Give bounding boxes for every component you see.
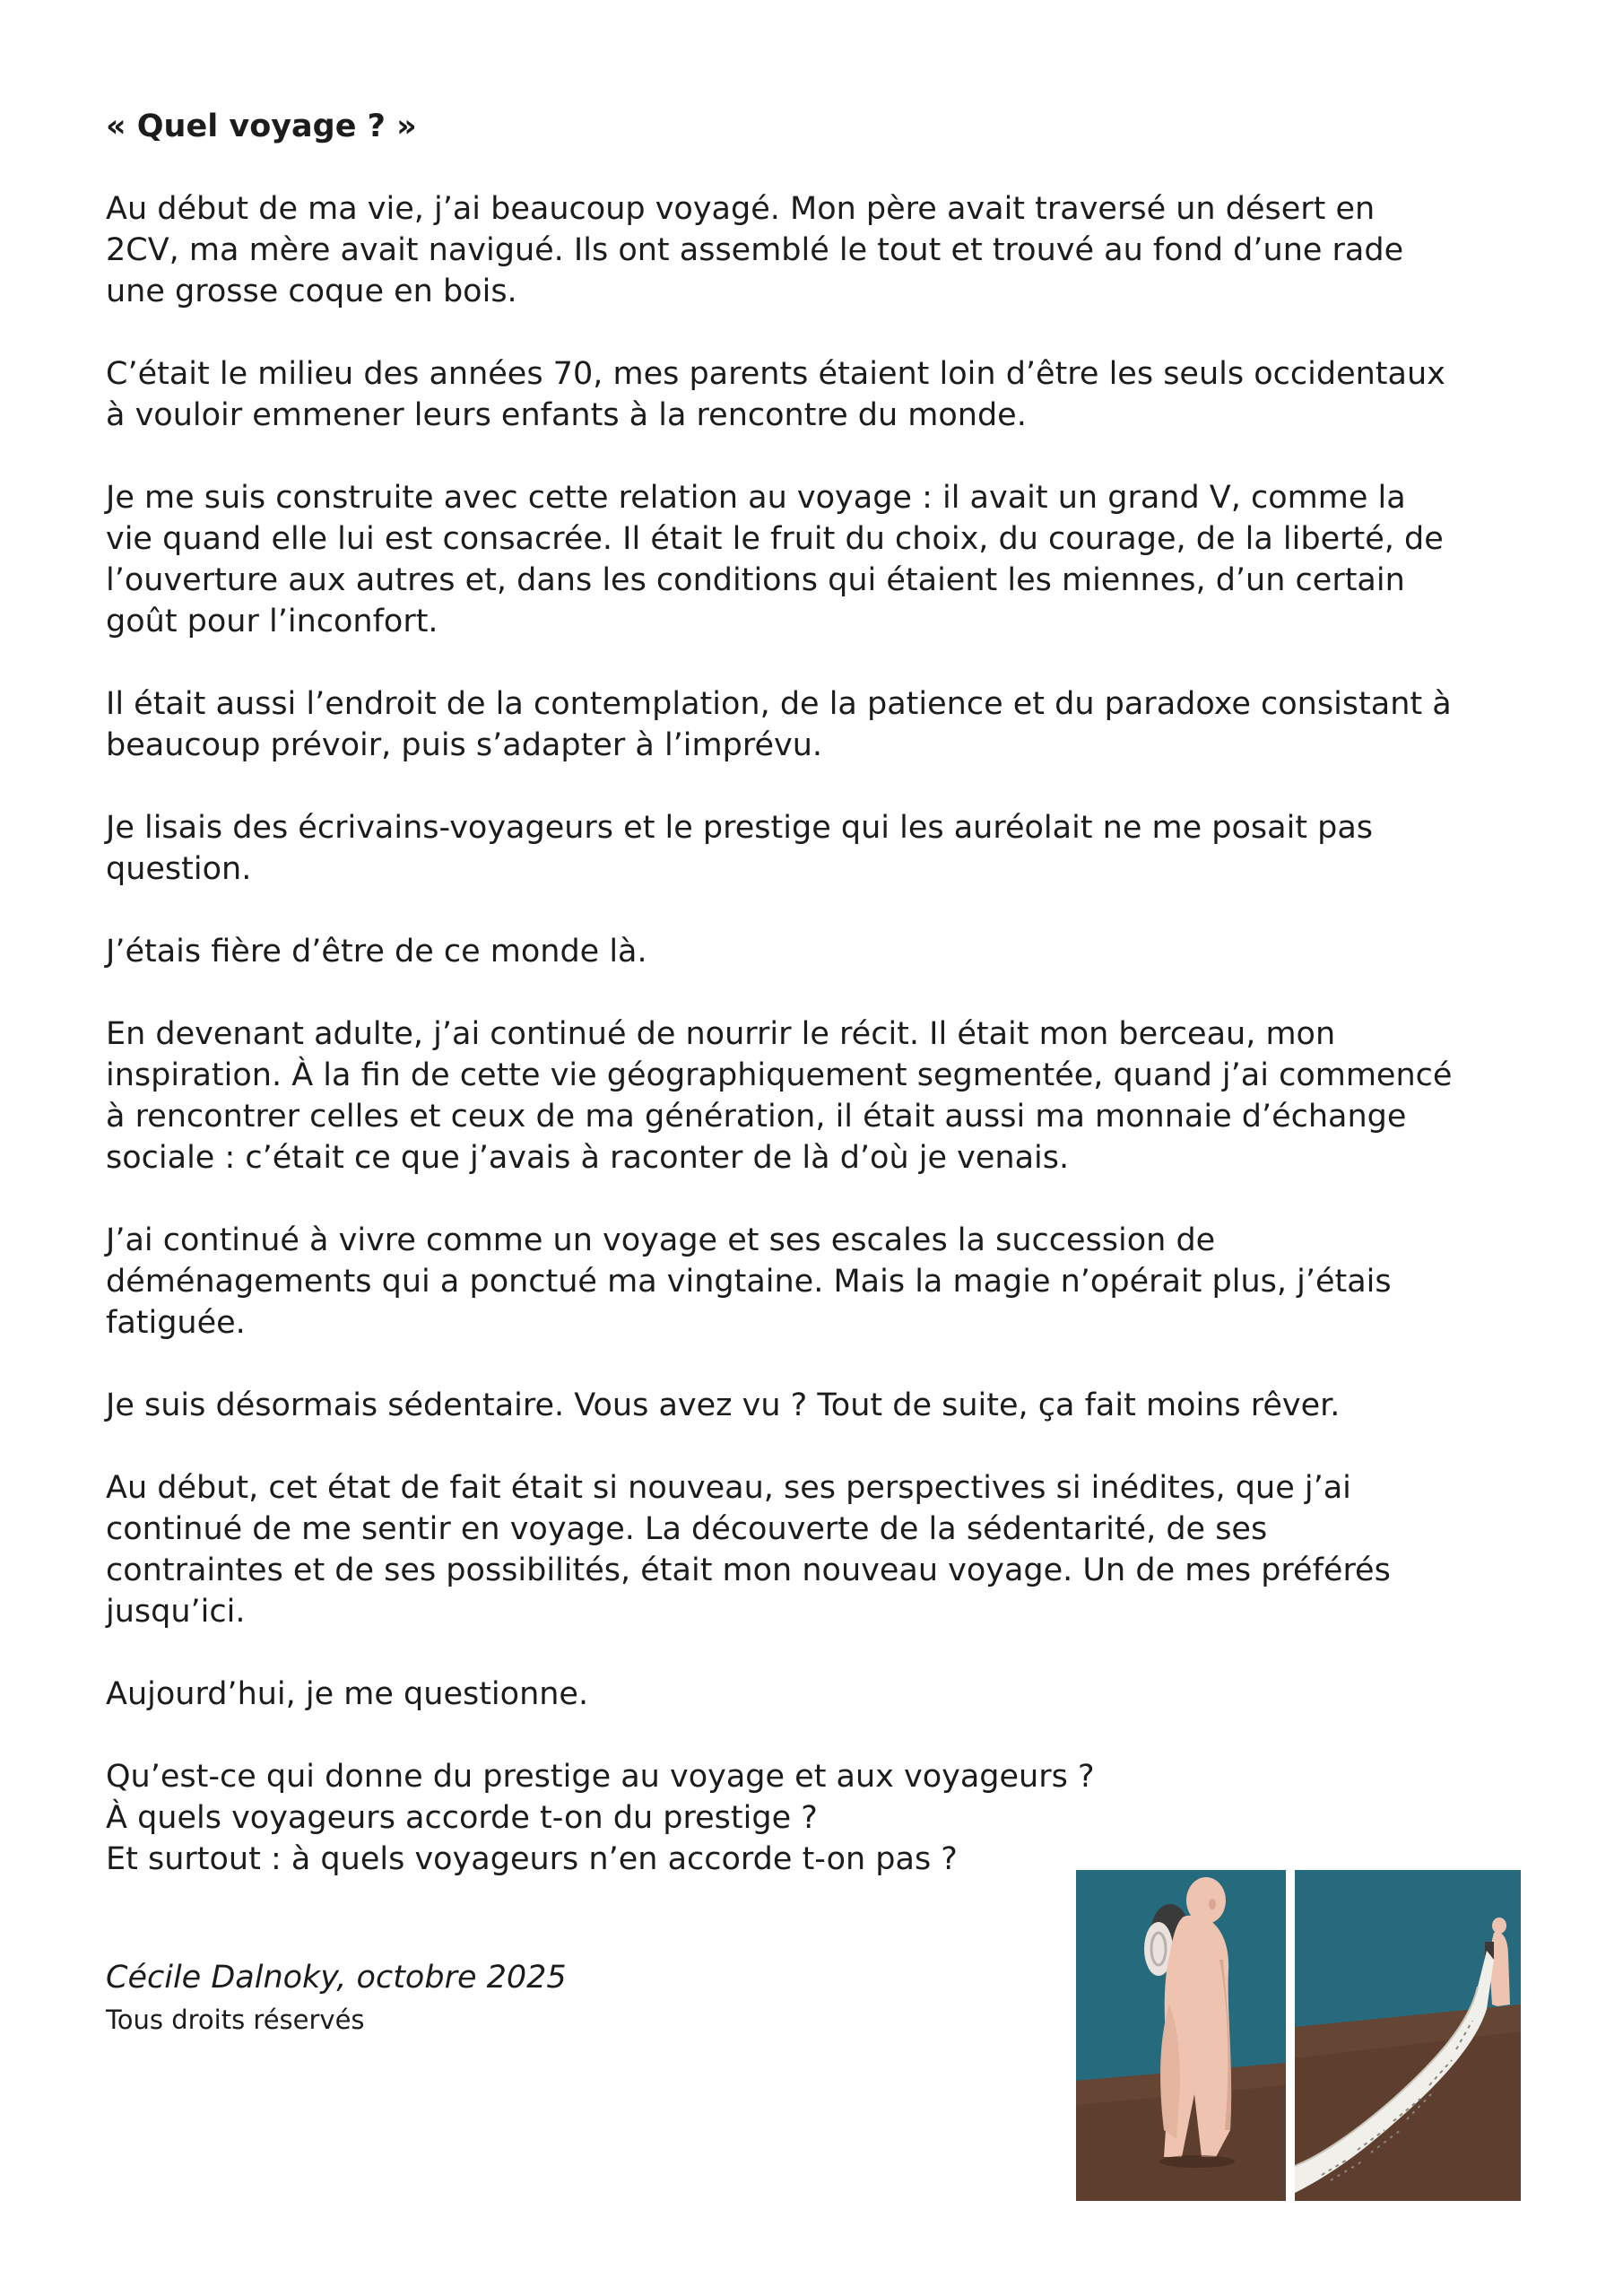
paragraph-8: J’ai continué à vivre comme un voyage et ses escales la succession de déménagements qui a ponctué ma vingtaine. Mais la magie n’opérait plus, j’étais fatiguée. <box>106 1222 1392 1341</box>
figurine-photo <box>1076 1870 1286 2201</box>
document-body <box>106 106 1541 1880</box>
photo-pair <box>1076 1870 1521 2201</box>
paragraph-5: Je lisais des écrivains-voyageurs et le prestige qui les auréolait ne me posait pas question. <box>106 810 1374 887</box>
paper-roll-photo <box>1295 1870 1521 2201</box>
paragraph-7: En devenant adulte, j’ai continué de nourrir le récit. Il était mon berceau, mon inspiration. À la fin de cette vie géographiquement segmentée, quand j’ai commencé à rencontrer celles et ceux de ma génération, il était aussi ma monnaie d’échange sociale : c’était ce que j’avais à raconter de là d’où je venais. <box>106 1016 1453 1176</box>
paragraph-9: Je suis désormais sédentaire. Vous avez vu ? Tout de suite, ça fait moins rêver. <box>106 1387 1341 1423</box>
paragraph-4: Il était aussi l’endroit de la contemplation, de la patience et du paradoxe consistant à beaucoup prévoir, puis s’adapter à l’imprévu. <box>106 686 1452 763</box>
paragraph-6: J’étais fière d’être de ce monde là. <box>106 934 647 970</box>
paragraph-3: Je me suis construite avec cette relation au voyage : il avait un grand V, comme la vie quand elle lui est consacrée. Il était le fruit du choix, du courage, de la liberté, de l’ouverture aux autres et, dans les conditions qui étaient les miennes, d’un certain goût pour l’inconfort. <box>106 480 1444 639</box>
paragraph-11: Aujourd’hui, je me questionne. <box>106 1676 589 1712</box>
document-title: « Quel voyage ? » <box>106 109 417 144</box>
author-signature: Cécile Dalnoky, octobre 2025 <box>106 1960 567 1996</box>
paragraph-12: Qu’est-ce qui donne du prestige au voyage et aux voyageurs ? À quels voyageurs accorde t-on du prestige ? Et surtout : à quels voyageurs n’en accorde t-on pas ? <box>106 1759 1095 1877</box>
paragraph-1: Au début de ma vie, j’ai beaucoup voyagé. Mon père avait traversé un désert en 2CV, ma mère avait navigué. Ils ont assemblé le tout et trouvé au fond d’une rade une grosse coque en bois. <box>106 191 1404 309</box>
paragraph-10: Au début, cet état de fait était si nouveau, ses perspectives si inédites, que j’ai continué de me sentir en voyage. La découverte de la sédentarité, de ses contraintes et de ses possibilités, était mon nouveau voyage. Un de mes préférés jusqu’ici. <box>106 1470 1391 1630</box>
paragraph-2: C’était le milieu des années 70, mes parents étaient loin d’être les seuls occidentaux à vouloir emmener leurs enfants à la rencontre du monde. <box>106 356 1445 433</box>
copyright-notice: Tous droits réservés <box>106 2005 365 2035</box>
